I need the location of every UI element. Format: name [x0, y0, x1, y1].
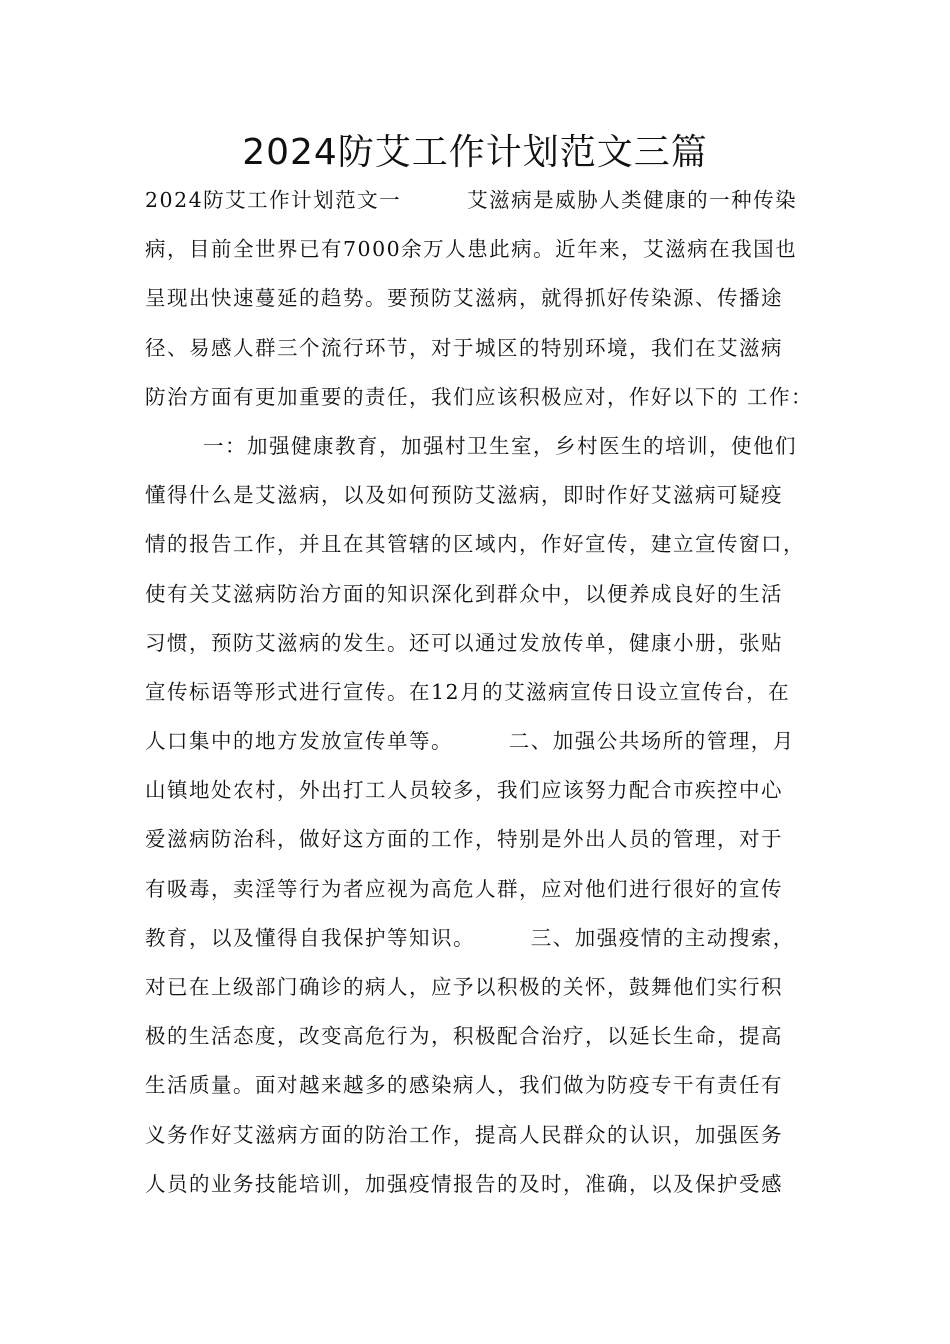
body-line: 一：加强健康教育，加强村卫生室，乡村医生的培训，使他们 [203, 433, 797, 458]
body-line: 懂得什么是艾滋病，以及如何预防艾滋病，即时作好艾滋病可疑疫 [145, 483, 783, 508]
body-line: 生活质量。面对越来越多的感染病人，我们做为防疫专干有责任有 [145, 1073, 783, 1098]
body-line: 义务作好艾滋病方面的防治工作，提高人民群众的认识，加强医务 [145, 1122, 783, 1147]
body-line: 人员的业务技能培训，加强疫情报告的及时，准确，以及保护受感 [145, 1171, 783, 1196]
body-line: 山镇地处农村，外出打工人员较多，我们应该努力配合市疾控中心 [145, 778, 783, 803]
body-line: 宣传标语等形式进行宣传。在12月的艾滋病宣传日设立宣传台，在 [145, 679, 791, 704]
body-line: 病，目前全世界已有7000余万人患此病。近年来，艾滋病在我国也 [145, 237, 798, 262]
body-line: 有吸毒，卖淫等行为者应视为高危人群，应对他们进行很好的宣传 [145, 876, 783, 901]
document-body [145, 180, 825, 1213]
body-line: 习惯，预防艾滋病的发生。还可以通过发放传单，健康小册，张贴 [145, 630, 783, 655]
body-line: 极的生活态度，改变高危行为，积极配合治疗，以延长生命，提高 [145, 1024, 783, 1049]
body-line: 教育，以及懂得自我保护等知识。 三、加强疫情的主动搜索， [145, 925, 795, 950]
body-line: 防治方面有更加重要的责任，我们应该积极应对，作好以下的 工作： [145, 384, 814, 409]
body-line: 情的报告工作，并且在其管辖的区域内，作好宣传，建立宣传窗口， [145, 532, 805, 557]
body-line: 呈现出快速蔓延的趋势。要预防艾滋病，就得抓好传染源、传播途 [145, 286, 783, 311]
body-line: 2024防艾工作计划范文一 艾滋病是威胁人类健康的一种传染 [145, 188, 798, 212]
body-line: 人口集中的地方发放宣传单等。 二、加强公共场所的管理，月 [145, 729, 795, 754]
body-line: 使有关艾滋病防治方面的知识深化到群众中，以便养成良好的生活 [145, 581, 783, 606]
body-line: 径、易感人群三个流行环节，对于城区的特别环境，我们在艾滋病 [145, 335, 783, 360]
body-line: 对已在上级部门确诊的病人，应予以积极的关怀，鼓舞他们实行积 [145, 975, 783, 999]
body-line: 爱滋病防治科，做好这方面的工作，特别是外出人员的管理，对于 [145, 827, 783, 852]
document-title: 2024防艾工作计划范文三篇 [242, 132, 708, 173]
